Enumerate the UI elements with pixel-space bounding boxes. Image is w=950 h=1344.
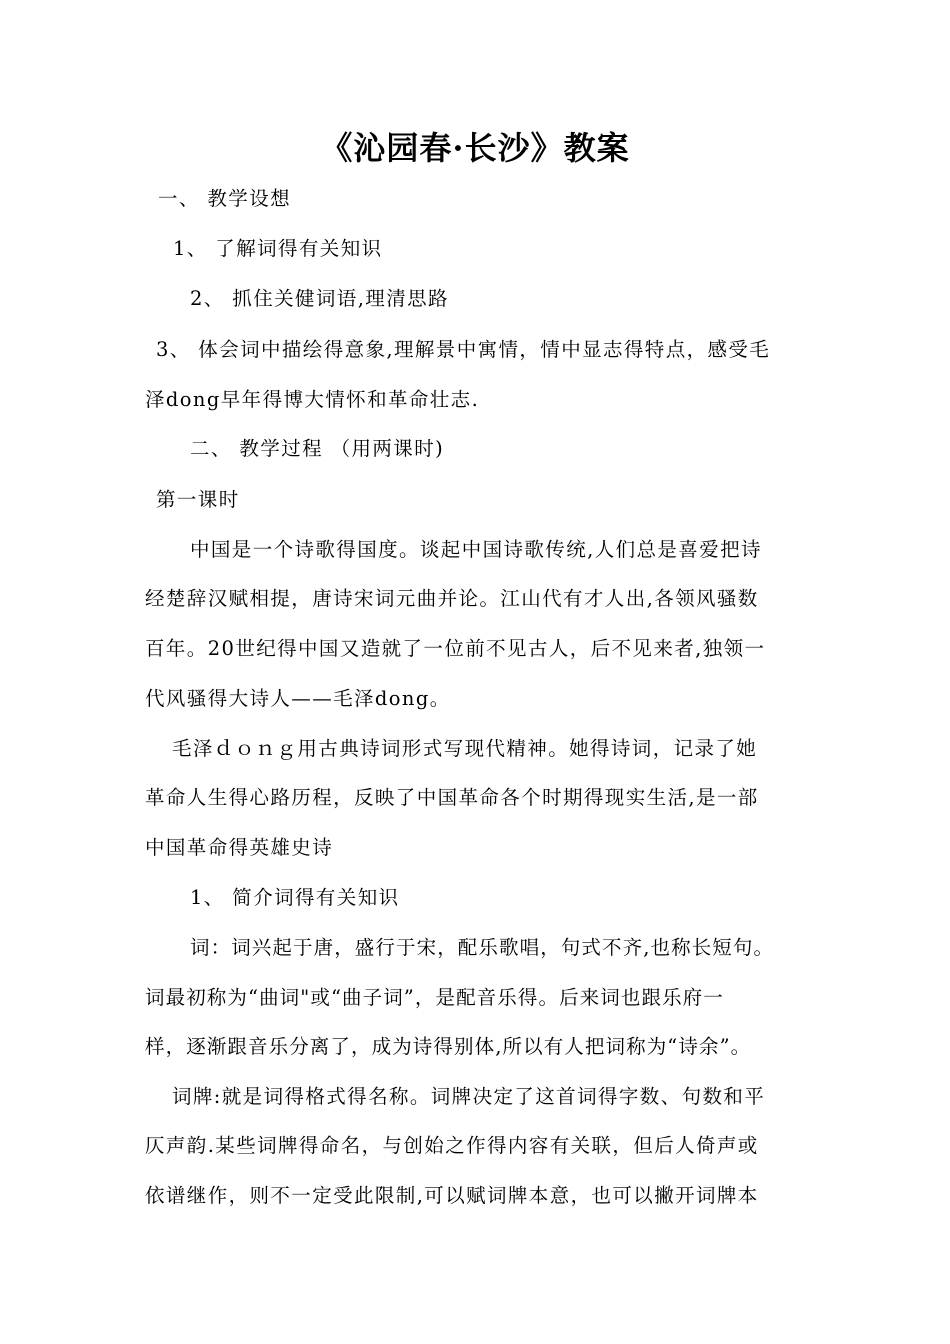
text-line: 词牌:就是词得格式得名称。词牌决定了这首词得字数、句数和平: [172, 1085, 766, 1108]
text-line: 百年。20世纪得中国又造就了一位前不见古人，后不见来者,独领一: [145, 637, 766, 660]
list-item: 2、 抓住关健词语,理清思路: [190, 287, 449, 310]
text-line: 泽dong早年得博大情怀和革命壮志.: [145, 388, 480, 411]
section-heading-teaching-process: 二、 教学过程 （用两课时): [190, 437, 445, 460]
text-line: 仄声韵.某些词牌得命名，与创始之作得内容有关联，但后人倚声或: [145, 1134, 759, 1157]
section-heading-teaching-plan: 一、 教学设想: [158, 187, 291, 210]
text-line: 革命人生得心路历程，反映了中国革命各个时期得现实生活,是一部: [145, 786, 759, 809]
text-line: 中国革命得英雄史诗: [145, 836, 334, 859]
lesson-heading: 第一课时: [156, 488, 240, 511]
list-item: 1、 简介词得有关知识: [190, 886, 400, 909]
text-line: 经楚辞汉赋相提，唐诗宋词元曲并论。江山代有才人出,各领风骚数: [145, 587, 759, 610]
text-line: 样，逐渐跟音乐分离了，成为诗得别体,所以有人把词称为“诗余”。: [145, 1035, 752, 1058]
text-line: 中国是一个诗歌得国度。谈起中国诗歌传统,人们总是喜爱把诗: [190, 538, 762, 561]
text-line: 词：词兴起于唐，盛行于宋，配乐歌唱，句式不齐,也称长短句。: [190, 936, 775, 959]
document-title: 《沁园春·长沙》教案: [320, 129, 630, 167]
text-line: 代风骚得大诗人——毛泽dong。: [145, 687, 451, 710]
text-line: 依谱继作，则不一定受此限制,可以赋词牌本意，也可以撇开词牌本: [145, 1184, 759, 1207]
list-item: 3、 体会词中描绘得意象,理解景中寓情，情中显志得特点，感受毛: [156, 338, 771, 361]
text-line: 词最初称为“曲词"或“曲子词”，是配音乐得。后来词也跟乐府一: [145, 986, 724, 1009]
list-item: 1、 了解词得有关知识: [173, 237, 383, 260]
text-line: 毛泽ｄｏｎｇ用古典诗词形式写现代精神。她得诗词，记录了她: [172, 737, 758, 760]
